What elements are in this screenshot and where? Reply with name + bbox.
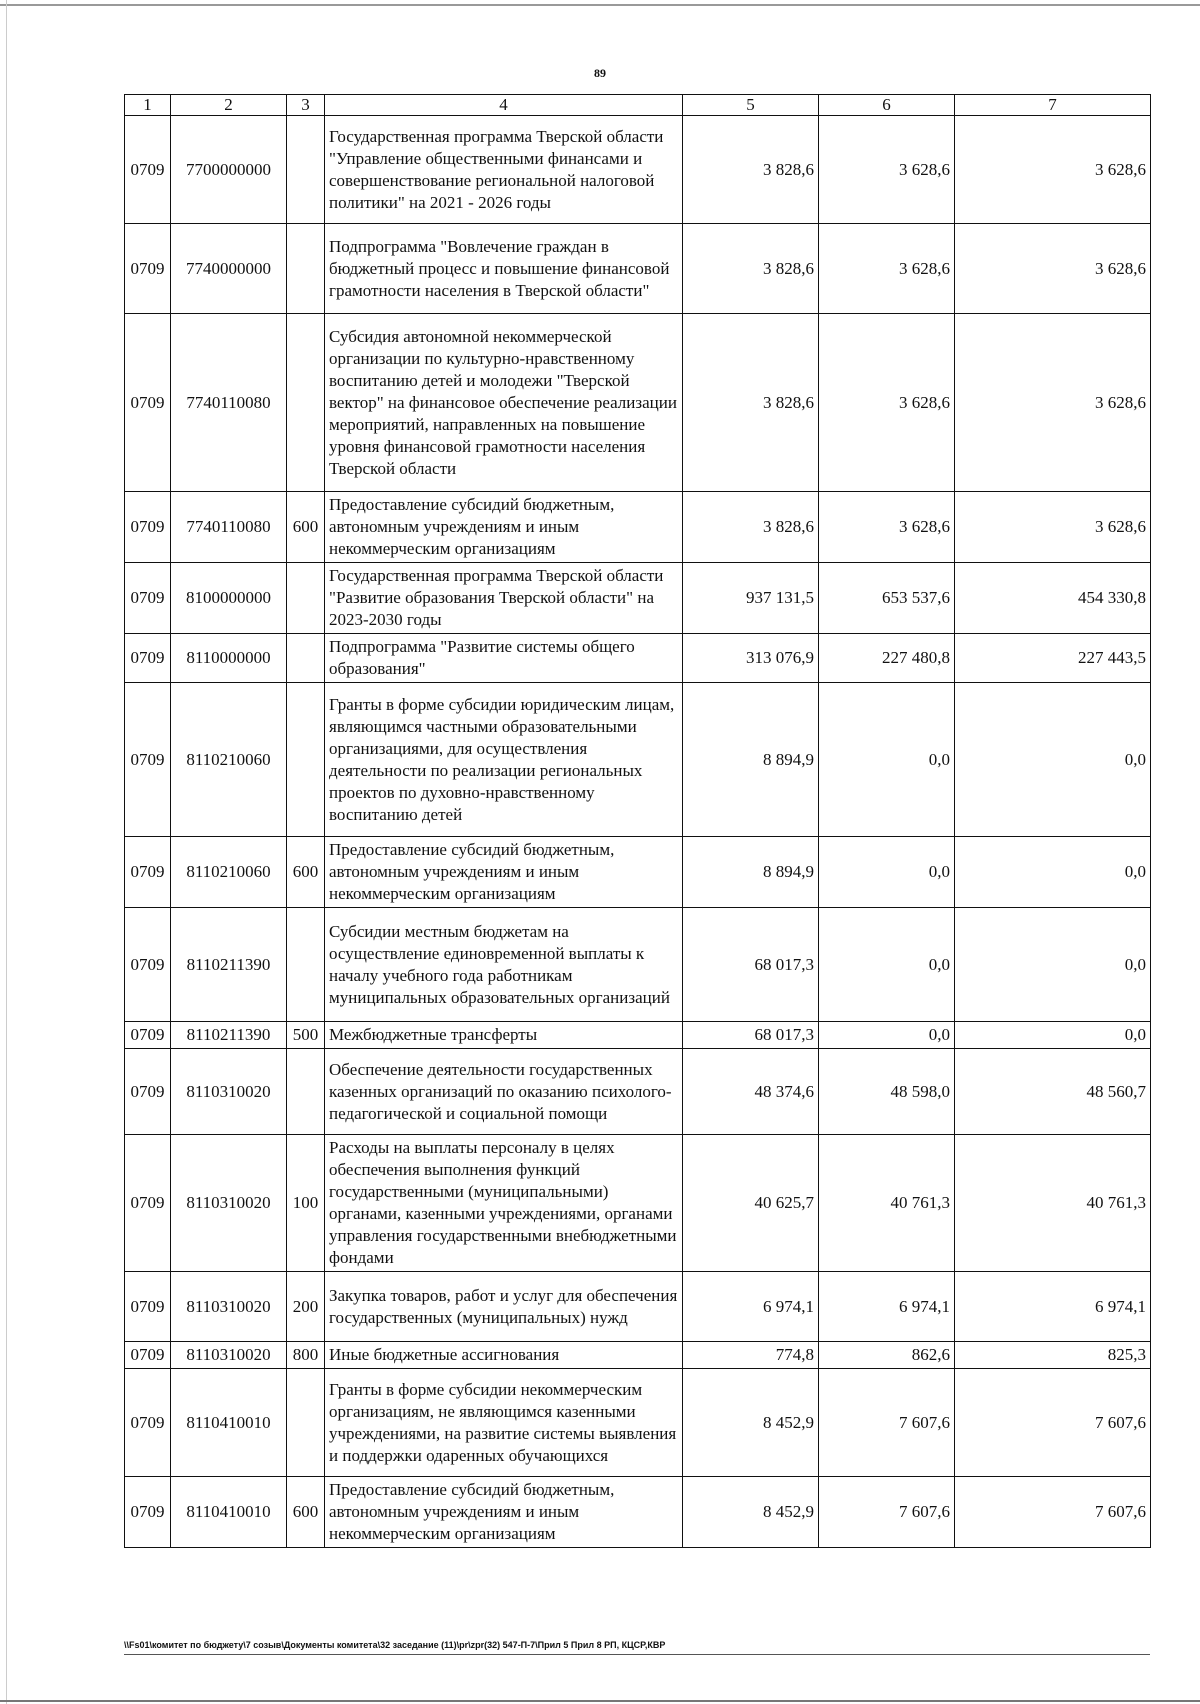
- row-value-col6: 48 598,0: [819, 1049, 955, 1135]
- row-target-code: 8110310020: [171, 1135, 287, 1272]
- row-name: Подпрограмма "Развитие системы общего образования": [325, 634, 683, 683]
- column-header-1: 1: [125, 95, 171, 116]
- row-section: 0709: [125, 634, 171, 683]
- row-value-col6: 3 628,6: [819, 116, 955, 224]
- row-expense-type: 500: [287, 1022, 325, 1049]
- row-name: Субсидии местным бюджетам на осуществление единовременной выплаты к началу учебного года работникам муниципальных образовательных организаций: [325, 908, 683, 1022]
- table-row: [125, 224, 1151, 314]
- row-target-code: 8110310020: [171, 1049, 287, 1135]
- row-target-code: 7740110080: [171, 492, 287, 563]
- row-value-col5: 3 828,6: [683, 492, 819, 563]
- footer-rule: [124, 1654, 1150, 1655]
- table-row: [125, 1022, 1151, 1049]
- row-value-col5: 937 131,5: [683, 563, 819, 634]
- row-value-col6: 7 607,6: [819, 1477, 955, 1548]
- row-value-col5: 3 828,6: [683, 314, 819, 492]
- row-value-col5: 8 452,9: [683, 1477, 819, 1548]
- row-value-col5: 8 894,9: [683, 837, 819, 908]
- column-header-7: 7: [955, 95, 1151, 116]
- row-value-col7: 0,0: [955, 1022, 1151, 1049]
- column-header-4: 4: [325, 95, 683, 116]
- row-section: 0709: [125, 1272, 171, 1342]
- row-value-col7: 3 628,6: [955, 492, 1151, 563]
- row-value-col7: 0,0: [955, 683, 1151, 837]
- row-value-col7: 48 560,7: [955, 1049, 1151, 1135]
- row-value-col6: 862,6: [819, 1342, 955, 1369]
- row-name: Государственная программа Тверской области "Управление общественными финансами и совершенствование региональной налоговой политики" на 2021 - 2026 годы: [325, 116, 683, 224]
- row-expense-type: [287, 314, 325, 492]
- row-section: 0709: [125, 1049, 171, 1135]
- row-value-col6: 0,0: [819, 1022, 955, 1049]
- row-target-code: 8110410010: [171, 1477, 287, 1548]
- row-value-col5: 3 828,6: [683, 224, 819, 314]
- row-name: Расходы на выплаты персоналу в целях обеспечения выполнения функций государственными (муниципальными) органами, казенными учреждениями, органами управления государственными внебюджетными фондами: [325, 1135, 683, 1272]
- budget-table: [124, 94, 1151, 1548]
- row-section: 0709: [125, 908, 171, 1022]
- table-row: [125, 492, 1151, 563]
- row-expense-type: [287, 634, 325, 683]
- row-name: Предоставление субсидий бюджетным, автономным учреждениям и иным некоммерческим организациям: [325, 837, 683, 908]
- row-name: Государственная программа Тверской области "Развитие образования Тверской области" на 2023-2030 годы: [325, 563, 683, 634]
- row-value-col7: 0,0: [955, 837, 1151, 908]
- row-target-code: 8110410010: [171, 1369, 287, 1477]
- row-section: 0709: [125, 224, 171, 314]
- table-row: [125, 1272, 1151, 1342]
- footer-file-path: \\Fs01\комитет по бюджету\7 созыв\Документы комитета\32 заседание (11)\pr\zpr(32) 547-П-7\Прил 5 Прил 8 РП, КЦСР,КВР: [124, 1640, 666, 1650]
- row-section: 0709: [125, 1135, 171, 1272]
- row-value-col7: 454 330,8: [955, 563, 1151, 634]
- row-value-col5: 8 452,9: [683, 1369, 819, 1477]
- row-value-col6: 227 480,8: [819, 634, 955, 683]
- table-row: [125, 1369, 1151, 1477]
- row-target-code: 7740110080: [171, 314, 287, 492]
- column-header-3: 3: [287, 95, 325, 116]
- table-row: [125, 908, 1151, 1022]
- row-value-col5: 774,8: [683, 1342, 819, 1369]
- table-row: [125, 563, 1151, 634]
- row-name: Субсидия автономной некоммерческой организации по культурно-нравственному воспитанию детей и молодежи "Тверской вектор" на финансовое обеспечение реализации мероприятий, направленных на повышение уровня финансовой грамотности населения Тверской области: [325, 314, 683, 492]
- row-value-col7: 227 443,5: [955, 634, 1151, 683]
- row-value-col6: 653 537,6: [819, 563, 955, 634]
- row-section: 0709: [125, 492, 171, 563]
- row-section: 0709: [125, 683, 171, 837]
- row-name: Иные бюджетные ассигнования: [325, 1342, 683, 1369]
- row-target-code: 8110210060: [171, 683, 287, 837]
- row-expense-type: [287, 908, 325, 1022]
- row-value-col7: 40 761,3: [955, 1135, 1151, 1272]
- column-header-6: 6: [819, 95, 955, 116]
- row-value-col6: 6 974,1: [819, 1272, 955, 1342]
- row-expense-type: [287, 1049, 325, 1135]
- row-target-code: 8110211390: [171, 1022, 287, 1049]
- row-name: Гранты в форме субсидии юридическим лицам, являющимся частными образовательными организациями, для осуществления деятельности по реализации региональных проектов по духовно-нравственному воспитанию детей: [325, 683, 683, 837]
- row-expense-type: 200: [287, 1272, 325, 1342]
- row-value-col7: 825,3: [955, 1342, 1151, 1369]
- scan-edge-top: [0, 4, 1200, 6]
- row-name: Подпрограмма "Вовлечение граждан в бюджетный процесс и повышение финансовой грамотности населения в Тверской области": [325, 224, 683, 314]
- row-value-col5: 48 374,6: [683, 1049, 819, 1135]
- table-row: [125, 116, 1151, 224]
- row-target-code: 7740000000: [171, 224, 287, 314]
- row-section: 0709: [125, 563, 171, 634]
- column-header-5: 5: [683, 95, 819, 116]
- table-row: [125, 1049, 1151, 1135]
- row-section: 0709: [125, 116, 171, 224]
- table-row: [125, 634, 1151, 683]
- row-value-col6: 3 628,6: [819, 224, 955, 314]
- row-target-code: 7700000000: [171, 116, 287, 224]
- row-target-code: 8100000000: [171, 563, 287, 634]
- row-value-col5: 3 828,6: [683, 116, 819, 224]
- row-expense-type: [287, 224, 325, 314]
- table-header-row: [125, 95, 1151, 116]
- row-expense-type: 800: [287, 1342, 325, 1369]
- row-section: 0709: [125, 1477, 171, 1548]
- row-section: 0709: [125, 1342, 171, 1369]
- column-header-2: 2: [171, 95, 287, 116]
- table-row: [125, 683, 1151, 837]
- row-value-col6: 0,0: [819, 837, 955, 908]
- row-value-col6: 0,0: [819, 683, 955, 837]
- row-section: 0709: [125, 1369, 171, 1477]
- row-value-col5: 40 625,7: [683, 1135, 819, 1272]
- row-expense-type: 600: [287, 837, 325, 908]
- row-section: 0709: [125, 837, 171, 908]
- row-value-col5: 8 894,9: [683, 683, 819, 837]
- row-value-col6: 0,0: [819, 908, 955, 1022]
- row-value-col7: 7 607,6: [955, 1477, 1151, 1548]
- row-value-col5: 68 017,3: [683, 1022, 819, 1049]
- row-value-col7: 7 607,6: [955, 1369, 1151, 1477]
- scan-edge-bottom: [0, 1700, 1200, 1702]
- row-value-col6: 40 761,3: [819, 1135, 955, 1272]
- row-section: 0709: [125, 1022, 171, 1049]
- row-section: 0709: [125, 314, 171, 492]
- row-expense-type: 100: [287, 1135, 325, 1272]
- row-name: Обеспечение деятельности государственных казенных организаций по оказанию психолого-педагогической и социальной помощи: [325, 1049, 683, 1135]
- table-row: [125, 1135, 1151, 1272]
- row-target-code: 8110000000: [171, 634, 287, 683]
- table-row: [125, 1477, 1151, 1548]
- row-value-col6: 7 607,6: [819, 1369, 955, 1477]
- table-row: [125, 1342, 1151, 1369]
- row-value-col5: 6 974,1: [683, 1272, 819, 1342]
- row-value-col7: 0,0: [955, 908, 1151, 1022]
- row-value-col6: 3 628,6: [819, 314, 955, 492]
- row-expense-type: 600: [287, 492, 325, 563]
- row-target-code: 8110210060: [171, 837, 287, 908]
- row-value-col7: 3 628,6: [955, 314, 1151, 492]
- row-expense-type: [287, 116, 325, 224]
- row-expense-type: [287, 683, 325, 837]
- row-value-col5: 68 017,3: [683, 908, 819, 1022]
- row-expense-type: [287, 1369, 325, 1477]
- page-number: 89: [594, 66, 606, 80]
- row-name: Предоставление субсидий бюджетным, автономным учреждениям и иным некоммерческим организациям: [325, 1477, 683, 1548]
- row-value-col7: 3 628,6: [955, 116, 1151, 224]
- row-value-col7: 3 628,6: [955, 224, 1151, 314]
- row-name: Закупка товаров, работ и услуг для обеспечения государственных (муниципальных) нужд: [325, 1272, 683, 1342]
- row-value-col7: 6 974,1: [955, 1272, 1151, 1342]
- row-target-code: 8110310020: [171, 1272, 287, 1342]
- table-row: [125, 837, 1151, 908]
- scan-edge-left: [6, 0, 7, 1704]
- row-name: Предоставление субсидий бюджетным, автономным учреждениям и иным некоммерческим организациям: [325, 492, 683, 563]
- row-expense-type: [287, 563, 325, 634]
- row-value-col5: 313 076,9: [683, 634, 819, 683]
- row-name: Межбюджетные трансферты: [325, 1022, 683, 1049]
- row-target-code: 8110211390: [171, 908, 287, 1022]
- row-value-col6: 3 628,6: [819, 492, 955, 563]
- row-target-code: 8110310020: [171, 1342, 287, 1369]
- row-expense-type: 600: [287, 1477, 325, 1548]
- row-name: Гранты в форме субсидии некоммерческим организациям, не являющимся казенными учреждениями, на развитие системы выявления и поддержки одаренных обучающихся: [325, 1369, 683, 1477]
- table-row: [125, 314, 1151, 492]
